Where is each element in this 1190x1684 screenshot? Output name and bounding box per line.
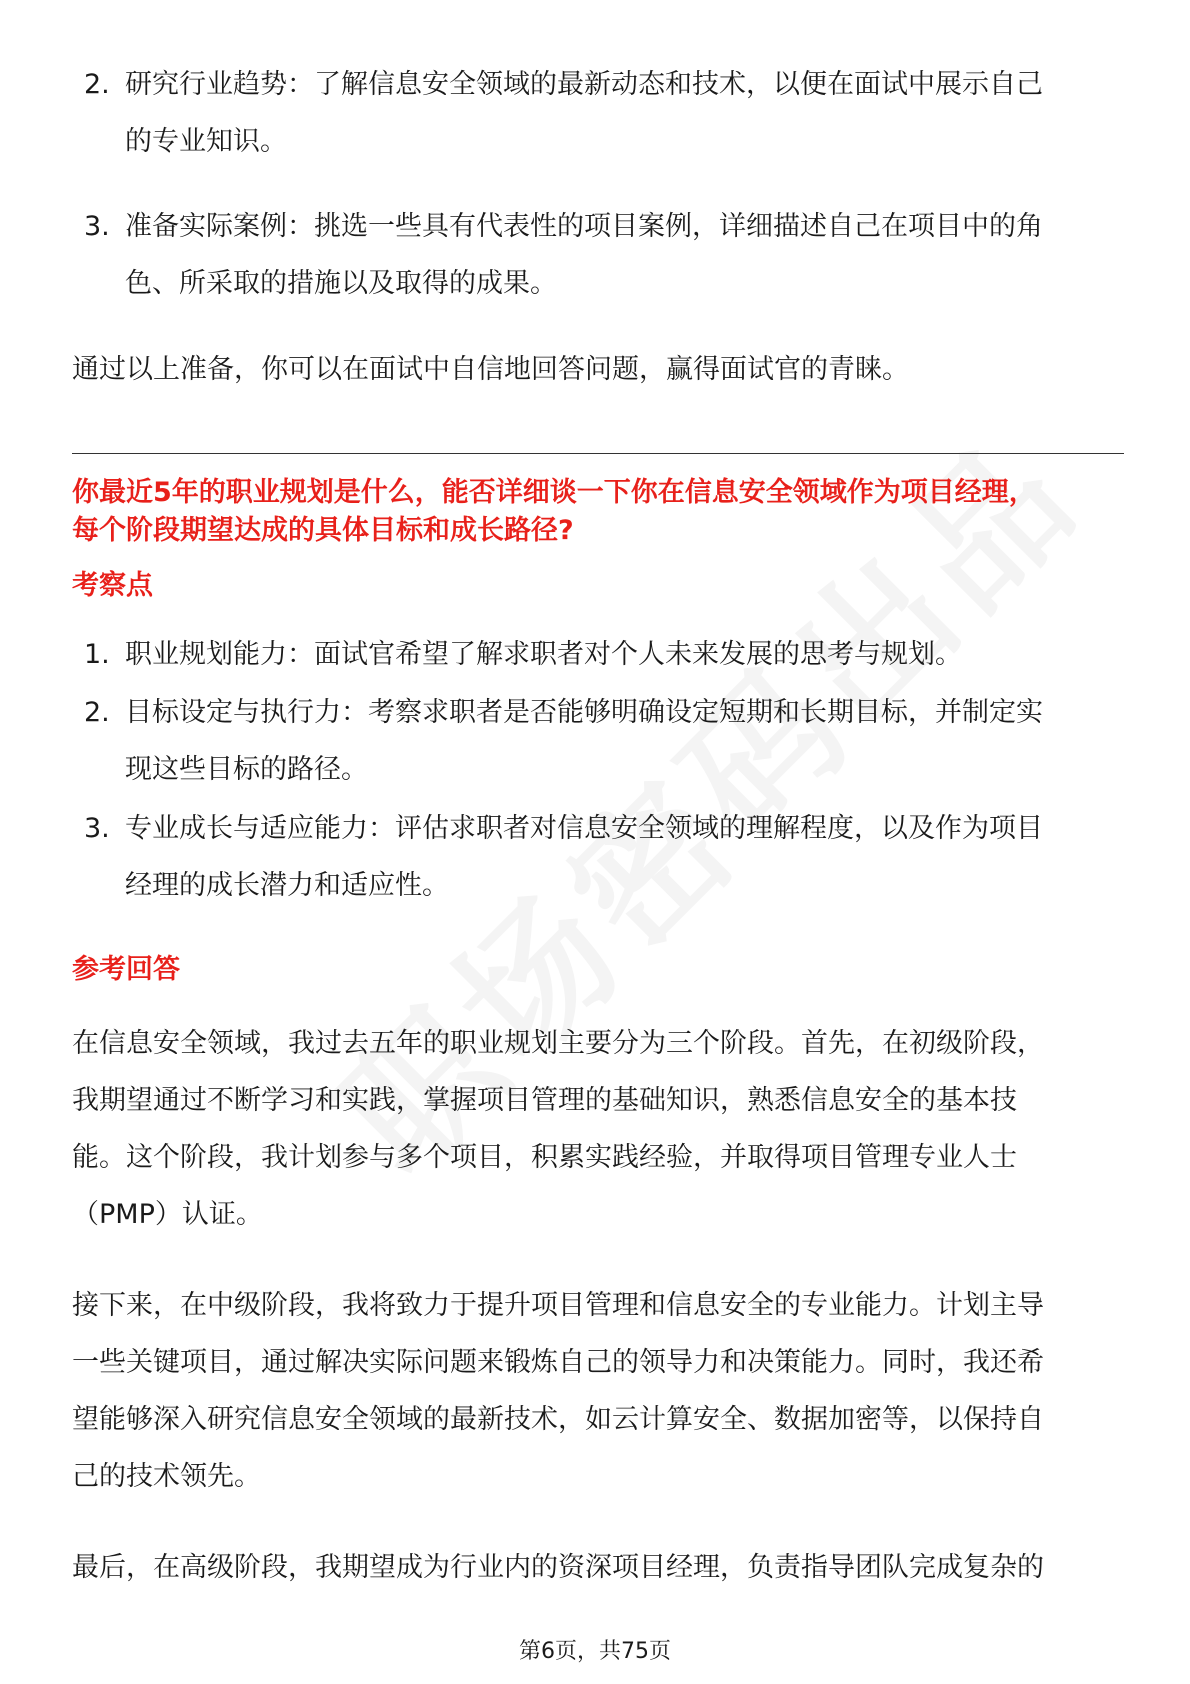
list-item-text: 目标设定与执行力：考察求职者是否能够明确设定短期和长期目标，并制定实 现这些目标的路径。 — [125, 697, 1043, 785]
conclusion-paragraph: 通过以上准备，你可以在面试中自信地回答问题，赢得面试官的青睐。 — [72, 354, 909, 385]
section-divider — [72, 453, 1124, 454]
list-item — [84, 800, 1124, 914]
list-item — [84, 684, 1124, 798]
answer-heading: 参考回答 — [72, 954, 180, 985]
list-item-number: 2. — [84, 697, 110, 728]
list-item-text: 研究行业趋势：了解信息安全领域的最新动态和技术，以便在面试中展示自己 的专业知识。 — [125, 69, 1043, 157]
list-item-text: 职业规划能力：面试官希望了解求职者对个人未来发展的思考与规划。 — [125, 639, 962, 670]
answer-paragraph: 在信息安全领域，我过去五年的职业规划主要分为三个阶段。首先，在初级阶段， 我期望通过不断学习和实践，掌握项目管理的基础知识，熟悉信息安全的基本技 能。这个阶段，我计划参与多个项目，积累实践经验，并取得项目管理专业人士 （PMP）认证。 — [72, 1028, 1044, 1230]
answer-paragraph: 最后，在高级阶段，我期望成为行业内的资深项目经理，负责指导团队完成复杂的 — [72, 1552, 1044, 1583]
list-item-number: 3. — [84, 211, 110, 242]
page-footer: 第6页，共75页 — [519, 1639, 671, 1664]
list-item-number: 1. — [84, 639, 110, 670]
list-item-number: 2. — [84, 69, 110, 100]
focus-heading: 考察点 — [72, 570, 153, 601]
list-item — [84, 56, 1124, 170]
list-item-text: 专业成长与适应能力：评估求职者对信息安全领域的理解程度，以及作为项目 经理的成长潜力和适应性。 — [125, 813, 1043, 901]
list-item — [84, 198, 1124, 312]
list-item-text: 准备实际案例：挑选一些具有代表性的项目案例，详细描述自己在项目中的角 色、所采取的措施以及取得的成果。 — [125, 211, 1043, 299]
answer-paragraph: 接下来，在中级阶段，我将致力于提升项目管理和信息安全的专业能力。计划主导 一些关键项目，通过解决实际问题来锻炼自己的领导力和决策能力。同时，我还希 望能够深入研究信息安全领域的最新技术，如云计算安全、数据加密等，以保持自 己的技术领先。 — [72, 1290, 1044, 1492]
question-heading: 你最近5年的职业规划是什么，能否详细谈一下你在信息安全领域作为项目经理， 每个阶段期望达成的具体目标和成长路径? — [72, 477, 1036, 546]
list-item-number: 3. — [84, 813, 110, 844]
list-item — [84, 626, 1124, 683]
